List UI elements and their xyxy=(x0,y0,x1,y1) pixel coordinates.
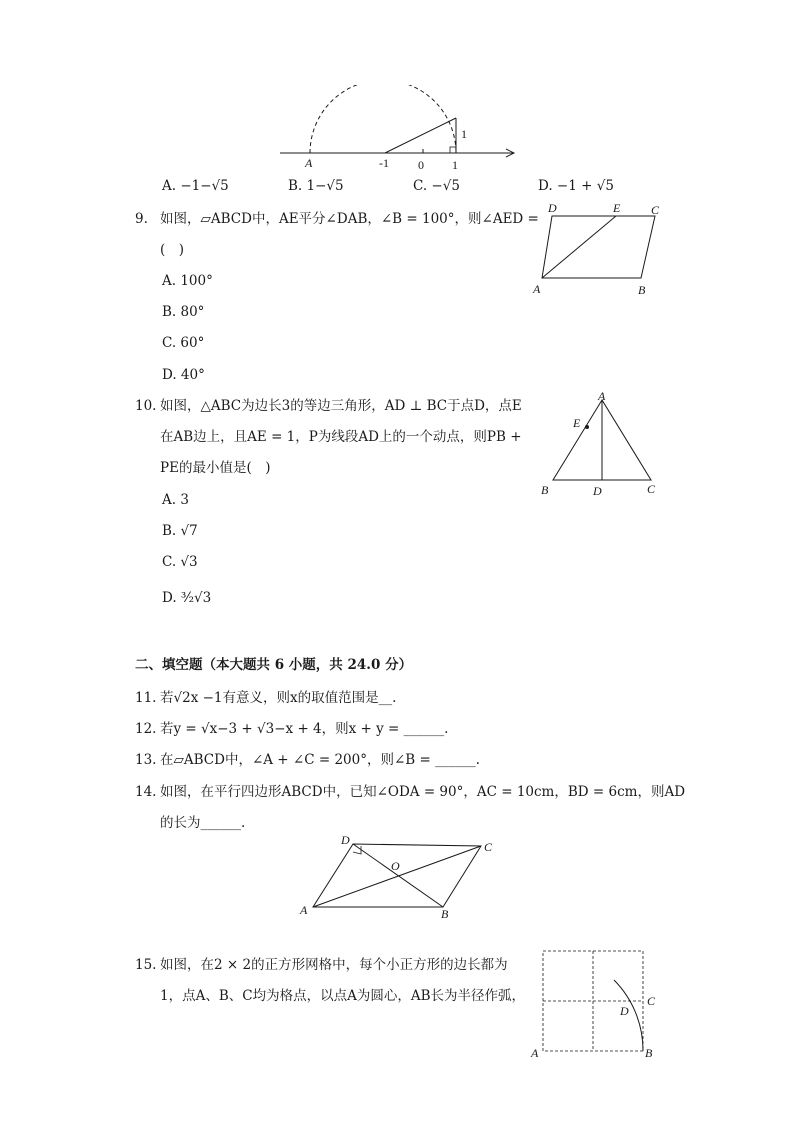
q9-stem-line1: 如图，▱ABCD中，AE平分∠DAB，∠B = 100°，则∠AED = xyxy=(160,211,539,227)
q14-label-a: A xyxy=(300,903,308,917)
q8-label-a: A xyxy=(305,156,313,170)
q10-stem-line2: 在AB边上，且AE = 1，P为线段AD上的一个动点，则PB + xyxy=(160,429,522,445)
q14-number: 14. xyxy=(135,784,157,800)
q8-option-b: B. 1−√5 xyxy=(288,178,344,194)
q8-option-c: C. −√5 xyxy=(413,178,460,194)
q10-triangle-figure xyxy=(535,388,665,498)
q10-option-d: D. ³⁄₂√3 xyxy=(162,590,212,606)
q10-label-e: E xyxy=(573,416,581,430)
q10-label-d: D xyxy=(593,484,602,498)
q15-label-a: A xyxy=(531,1046,539,1060)
q10-number: 10. xyxy=(135,398,157,414)
q9-label-b: B xyxy=(638,283,646,297)
q10-option-a: A. 3 xyxy=(162,492,189,508)
q9-option-c: C. 60° xyxy=(162,335,205,351)
diagonal-bd xyxy=(353,844,443,907)
q11-text: 若√2x −1有意义，则x的取值范围是__. xyxy=(160,690,397,706)
q14-parallelogram-figure xyxy=(295,832,505,922)
q14-label-o: O xyxy=(391,859,400,873)
q14-stem-line2: 的长为______. xyxy=(160,815,246,831)
q14-label-b: B xyxy=(441,907,449,921)
q11-number: 11. xyxy=(135,690,157,706)
q8-option-a: A. −1−√5 xyxy=(162,178,229,194)
q15-label-b: B xyxy=(645,1046,653,1060)
q9-label-d: D xyxy=(548,201,557,215)
q9-option-d: D. 40° xyxy=(162,367,205,383)
q9-stem-line2: ( ) xyxy=(160,242,185,258)
q12-text: 若y = √x−3 + √3−x + 4，则x + y = ______. xyxy=(160,721,449,737)
q8-label-height: 1 xyxy=(461,127,467,141)
q9-parallelogram-figure xyxy=(530,198,670,298)
point-e xyxy=(585,425,589,429)
q9-label-c: C xyxy=(651,203,660,217)
q8-label-1: 1 xyxy=(452,158,458,172)
q14-label-c: C xyxy=(484,840,493,854)
segment-ae xyxy=(542,216,616,278)
q15-number: 15. xyxy=(135,957,157,973)
q14-stem-line1: 如图，在平行四边形ABCD中，已知∠ODA = 90°，AC = 10cm，BD = 6cm，则AD xyxy=(160,784,686,800)
q10-option-c: C. √3 xyxy=(162,554,198,570)
q10-label-a: A xyxy=(598,389,606,403)
q9-number: 9. xyxy=(135,211,148,227)
q9-label-e: E xyxy=(613,201,621,215)
q8-label-0: 0 xyxy=(418,158,424,172)
q9-option-b: B. 80° xyxy=(162,304,205,320)
q10-stem-line1: 如图，△ABC为边长3的等边三角形，AD ⊥ BC于点D，点E xyxy=(160,398,522,414)
section-title: 二、填空题（本大题共 6 小题，共 24.0 分） xyxy=(135,657,413,673)
q9-label-a: A xyxy=(533,282,541,296)
q14-label-d: D xyxy=(341,833,350,847)
q15-stem-line1: 如图，在2 × 2的正方形网格中，每个小正方形的边长都为 xyxy=(160,957,508,973)
q13-number: 13. xyxy=(135,752,157,768)
q10-label-b: B xyxy=(541,483,549,497)
diagonal-ac xyxy=(313,846,481,907)
q10-label-c: C xyxy=(647,482,656,496)
q9-option-a: A. 100° xyxy=(162,273,213,289)
q8-option-d: D. −1 + √5 xyxy=(538,178,614,194)
q10-stem-line3: PE的最小值是( ) xyxy=(160,460,271,476)
q15-label-d: D xyxy=(620,1004,629,1018)
hypotenuse xyxy=(385,118,456,153)
q8-label-m1: -1 xyxy=(379,156,389,170)
q15-label-c: C xyxy=(647,994,656,1008)
q8-number-line-figure xyxy=(270,85,530,175)
dashed-arc xyxy=(310,85,456,153)
q15-stem-line2: 1，点A、B、C均为格点，以点A为圆心，AB长为半径作弧， xyxy=(160,988,526,1004)
q10-option-b: B. √7 xyxy=(162,523,198,539)
q13-text: 在▱ABCD中，∠A + ∠C = 200°，则∠B = ______. xyxy=(160,752,480,768)
q15-grid-figure xyxy=(528,945,668,1065)
q12-number: 12. xyxy=(135,721,157,737)
